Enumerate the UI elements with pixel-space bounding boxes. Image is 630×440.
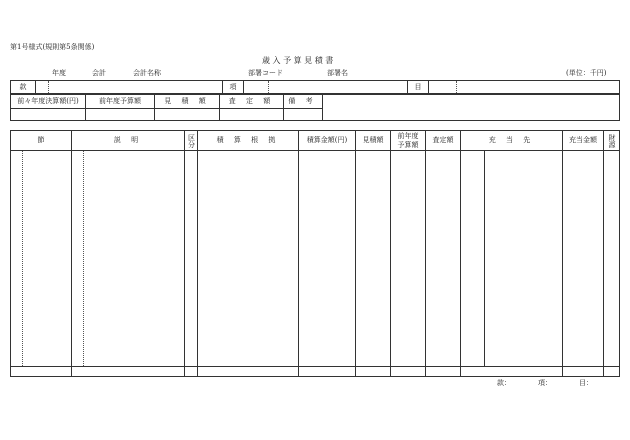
prev2-settlement-label: 前々年度決算額(円): [17, 97, 79, 106]
dept-name-label: 部署名: [327, 69, 348, 77]
col-prev-budget-header: [391, 131, 425, 150]
divider: [390, 130, 391, 377]
col-source-text: 財源: [608, 133, 616, 148]
col-source-header: [604, 131, 619, 150]
divider: [268, 81, 269, 93]
divider: [425, 130, 426, 377]
col-estimate-header: 見積額: [362, 136, 384, 145]
main-table: [10, 130, 620, 377]
col-setsumei-header: 説 明: [113, 136, 143, 145]
divider: [322, 94, 323, 121]
divider: [484, 150, 485, 366]
divider: [71, 130, 72, 377]
form-label: 第1号様式(規則第5条関係): [10, 43, 95, 51]
footer-kou: 項：: [538, 379, 552, 387]
col-assessed-header: 査定額: [432, 136, 454, 145]
divider: [298, 130, 299, 377]
divider: [562, 130, 563, 377]
kan-label: 款: [19, 82, 27, 91]
col-prev-budget-line1: 前年度: [397, 132, 419, 141]
estimate-label: 見 積 額: [164, 97, 210, 106]
col-setsu-header: 節: [37, 136, 45, 145]
divider: [603, 130, 604, 377]
divider: [83, 151, 84, 366]
total-divider: [10, 366, 620, 367]
divider: [48, 81, 49, 93]
footer-kan: 款：: [497, 379, 511, 387]
assessed-label: 査 定 額: [228, 97, 275, 106]
divider: [184, 130, 185, 377]
remarks-label: 備 考: [288, 97, 317, 106]
col-alloc-amount-header: 充当金額: [569, 136, 597, 145]
col-allocation-header: 充 当 先: [488, 136, 535, 145]
kou-label: 項: [229, 82, 237, 91]
divider: [460, 130, 461, 377]
divider: [10, 108, 322, 109]
col-kubun-header: [185, 131, 197, 150]
dept-code-label: 部署コード: [248, 69, 283, 77]
col-calc-amount-header: 積算金額(円): [306, 136, 348, 145]
account-name-label: 会計名称: [133, 69, 161, 77]
col-prev-budget-line2: 予算額: [397, 140, 419, 149]
unit-label: (単位：千円): [566, 69, 607, 77]
row-kan-kou-moku: [10, 80, 620, 94]
col-basis-header: 積 算 根 拠: [216, 136, 280, 145]
divider: [22, 151, 23, 366]
prev-budget-label: 前年度予算額: [99, 97, 141, 106]
col-kubun-text: 区分: [187, 133, 196, 148]
divider: [243, 80, 244, 94]
page-title: 歳 入 予 算 見 積 書: [262, 56, 334, 65]
header-divider: [10, 150, 620, 151]
divider: [456, 81, 457, 93]
divider: [197, 130, 198, 377]
moku-label: 目: [414, 82, 422, 91]
divider: [355, 130, 356, 377]
year-label: 年度: [52, 69, 66, 77]
account-label: 会計: [92, 69, 106, 77]
divider: [35, 80, 36, 94]
divider: [428, 80, 429, 94]
footer-moku: 目：: [579, 379, 593, 387]
